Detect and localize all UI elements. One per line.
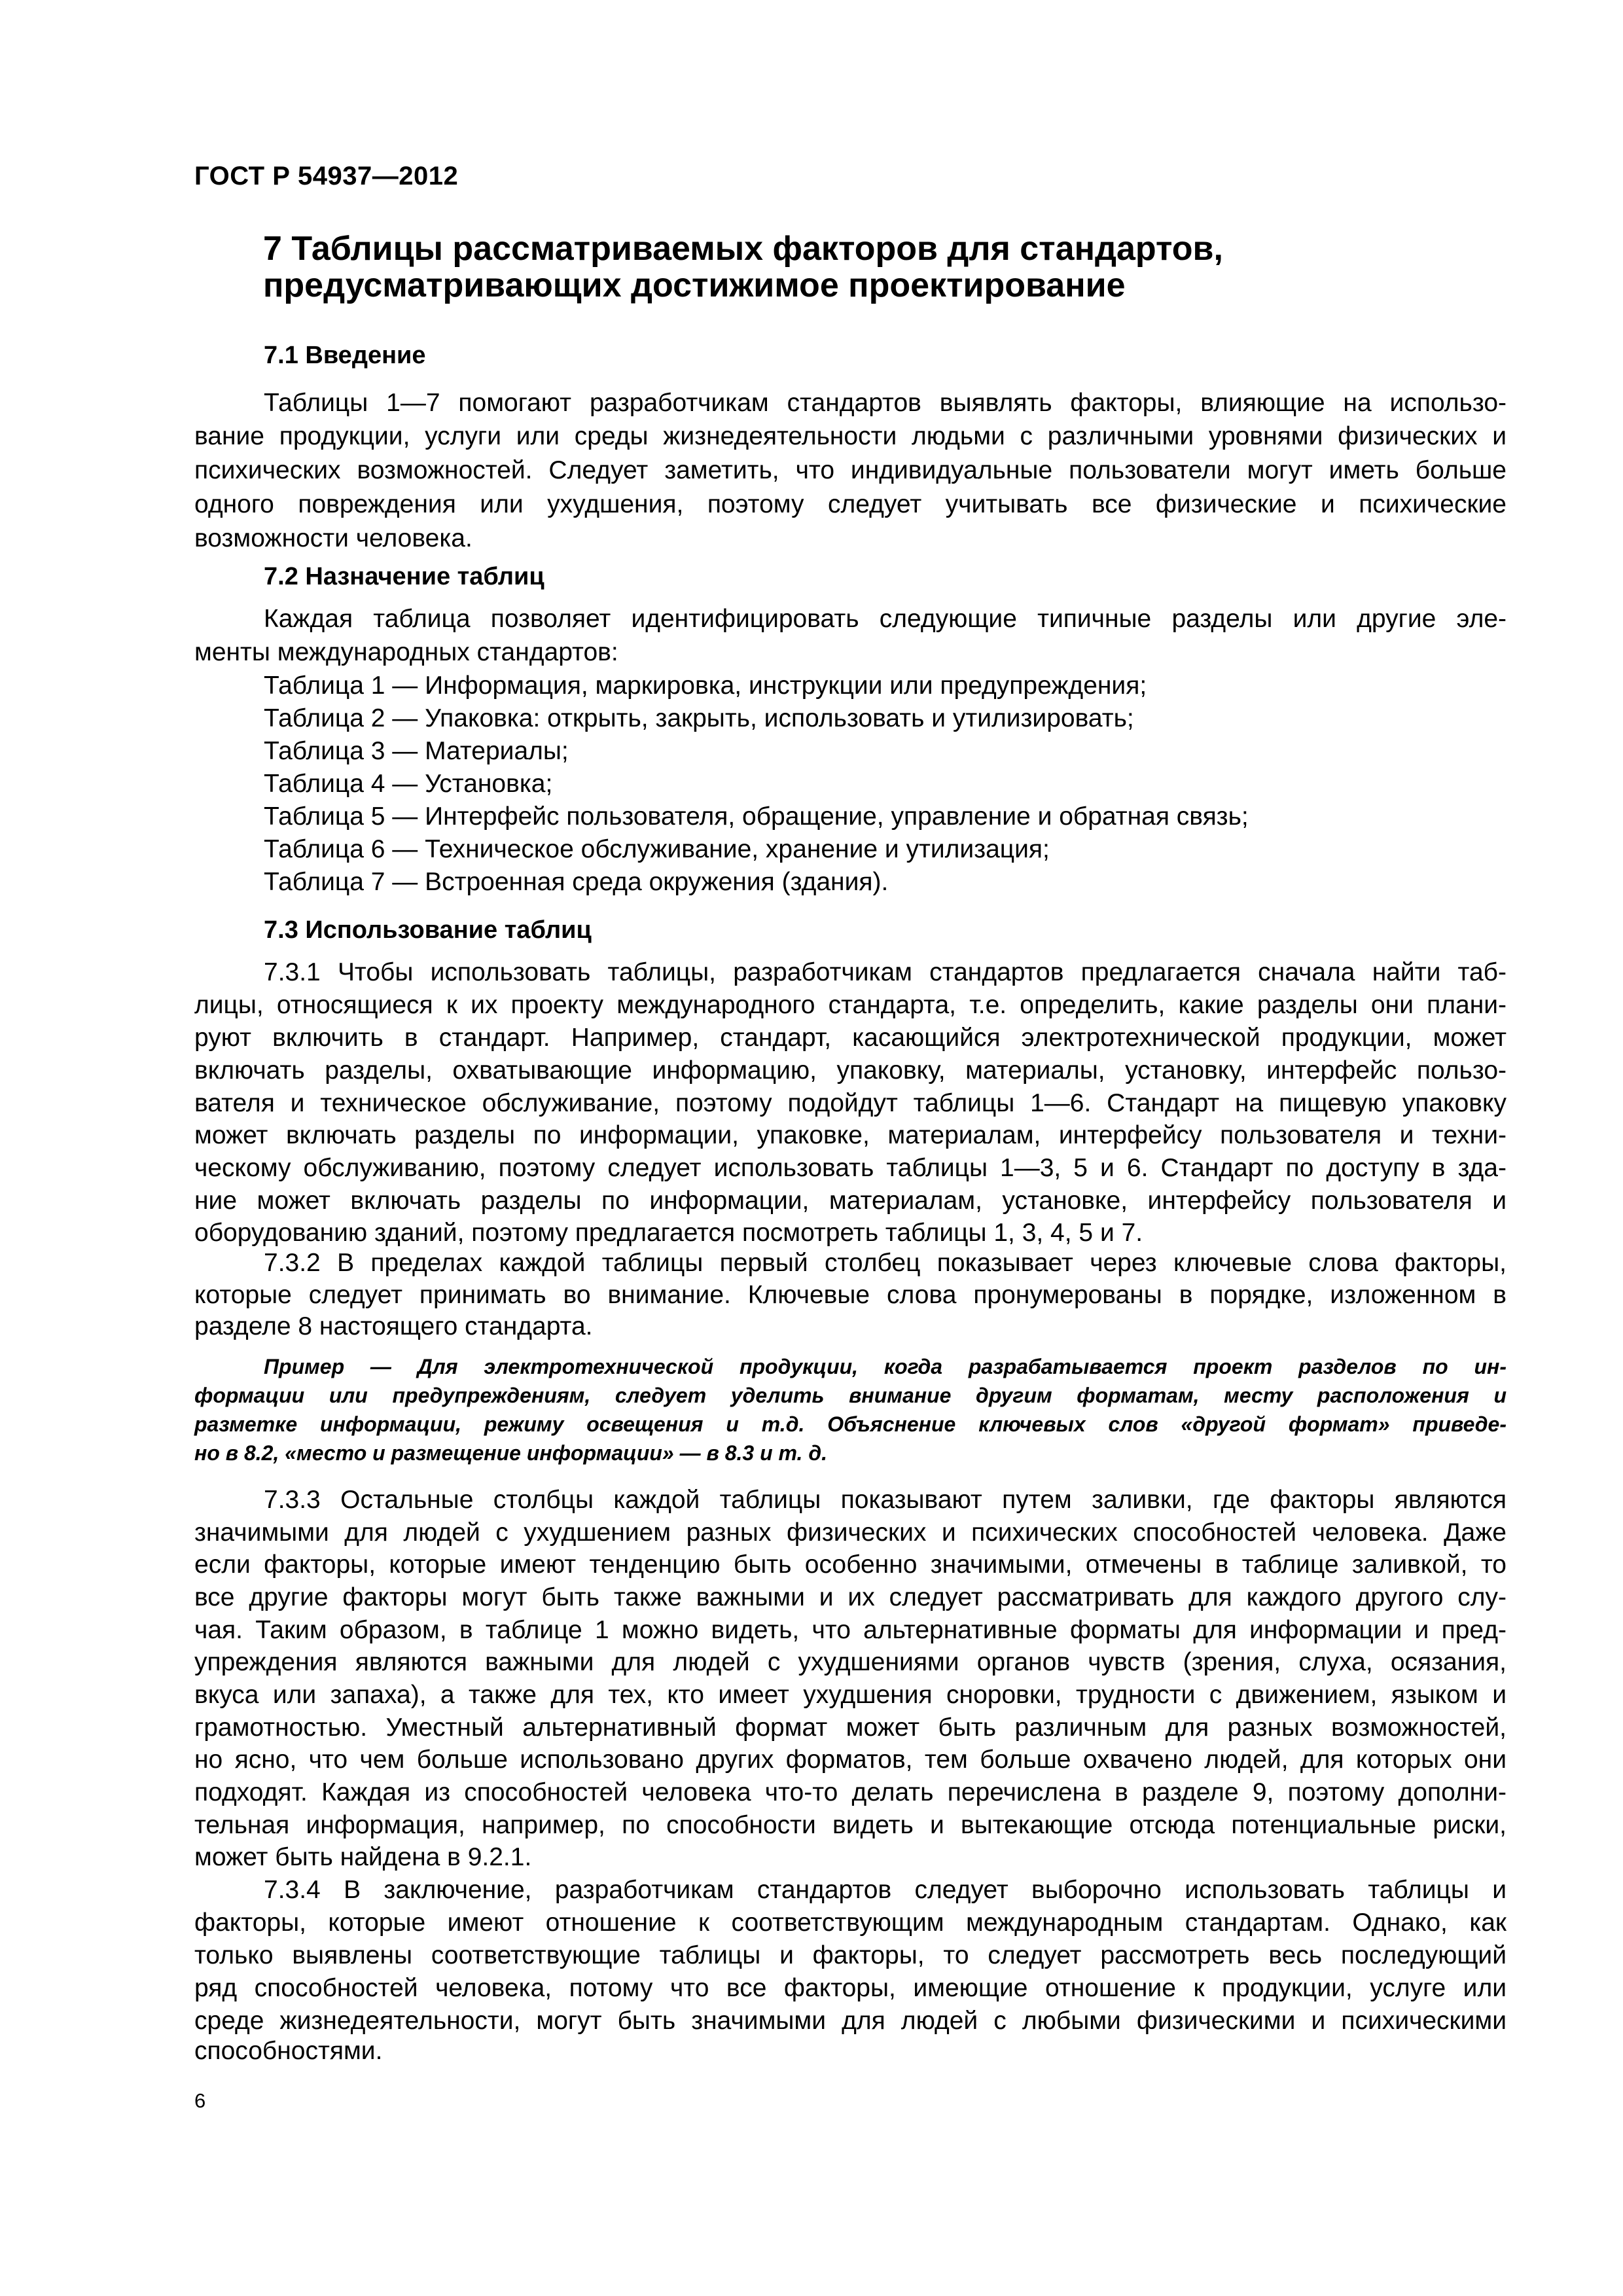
paragraph-line: которые следует принимать во внимание. Ключевые слова пронумерованы в порядке, изложенном в (194, 1281, 1507, 1309)
paragraph-line: ряд способностей человека, потому что все факторы, имеющие отношение к продукции, услуге или (194, 1974, 1507, 2002)
paragraph-line: но ясно, что чем больше использовано других форматов, тем больше охвачено людей, для которых они (194, 1746, 1507, 1774)
paragraph-line: вкуса или запаха), а также для тех, кто имеет ухудшения сноровки, трудности с движением, языком и (194, 1681, 1507, 1709)
paragraph-line: факторы, которые имеют отношение к соответствующим международным стандартам. Однако, как (194, 1909, 1507, 1937)
paragraph-line: возможности человека. (194, 524, 473, 552)
example-note-line: Пример — Для электротехнической продукции, когда разрабатывается проект разделов по ин- (264, 1355, 1507, 1378)
paragraph-line: вание продукции, услуги или среды жизнедеятельности людьми с различными уровнями физических и (194, 422, 1507, 450)
document-code-header: ГОСТ Р 54937—2012 (194, 162, 459, 190)
paragraph-line: может быть найдена в 9.2.1. (194, 1843, 532, 1871)
paragraph-line: 7.3.3 Остальные столбцы каждой таблицы показывают путем заливки, где факторы являются (264, 1486, 1507, 1514)
example-note-line: формации или предупреждениям, следует уделить внимание другим форматам, месту расположения и (194, 1384, 1507, 1407)
paragraph-line: чая. Таким образом, в таблице 1 можно видеть, что альтернативные форматы для информации и пред- (194, 1616, 1507, 1644)
table-list-item: Таблица 6 — Техническое обслуживание, хранение и утилизация; (264, 835, 1050, 863)
subsection-heading-7-1: 7.1 Введение (264, 342, 426, 369)
table-list-item: Таблица 3 — Материалы; (264, 737, 569, 765)
table-list-item: Таблица 2 — Упаковка: открыть, закрыть, использовать и утилизировать; (264, 704, 1134, 732)
paragraph-line: способностями. (194, 2037, 383, 2065)
subsection-heading-7-3: 7.3 Использование таблиц (264, 916, 592, 944)
paragraph-line: может включать разделы по информации, упаковке, материалам, интерфейсу пользователя и техни- (194, 1121, 1507, 1149)
paragraph-line: значимыми для людей с ухудшением разных физических и психических способностей человека. Даже (194, 1518, 1507, 1547)
paragraph-line: если факторы, которые имеют тенденцию быть особенно значимыми, отмечены в таблице заливкой, то (194, 1551, 1507, 1579)
paragraph-line: 7.3.4 В заключение, разработчикам стандартов следует выборочно использовать таблицы и (264, 1876, 1507, 1904)
paragraph-line: одного повреждения или ухудшения, поэтому следует учитывать все физические и психические (194, 490, 1507, 518)
paragraph-line: включать разделы, охватывающие информацию, упаковку, материалы, установку, интерфейс пользо- (194, 1056, 1507, 1085)
section-title-line: предусматривающих достижимое проектирование (263, 266, 1126, 304)
table-list-item: Таблица 1 — Информация, маркировка, инструкции или предупреждения; (264, 672, 1147, 700)
paragraph-line: все другие факторы могут быть также важными и их следует рассматривать для каждого другого слу- (194, 1583, 1507, 1611)
paragraph-line: разделе 8 настоящего стандарта. (194, 1312, 593, 1340)
table-list-item: Таблица 7 — Встроенная среда окружения (здания). (264, 868, 889, 896)
paragraph-line: Таблицы 1—7 помогают разработчикам стандартов выявлять факторы, влияющие на использо- (264, 389, 1507, 417)
paragraph-line: 7.3.1 Чтобы использовать таблицы, разработчикам стандартов предлагается сначала найти таб- (264, 958, 1507, 986)
paragraph-line: лицы, относящиеся к их проекту международного стандарта, т.е. определить, какие разделы они плани- (194, 991, 1507, 1019)
paragraph-line: вателя и техническое обслуживание, поэтому подойдут таблицы 1—6. Стандарт на пищевую упаковку (194, 1089, 1507, 1117)
paragraph-line: среде жизнедеятельности, могут быть значимыми для людей с любыми физическими и психическими (194, 2007, 1507, 2035)
page-number: 6 (194, 2089, 206, 2112)
paragraph-line: менты международных стандартов: (194, 638, 618, 666)
paragraph-line: грамотностью. Уместный альтернативный формат может быть различным для разных возможностей, (194, 1713, 1507, 1742)
paragraph-line: психических возможностей. Следует заметить, что индивидуальные пользователи могут иметь больше (194, 456, 1507, 484)
example-note-line: но в 8.2, «место и размещение информации» — в 8.3 и т. д. (194, 1441, 827, 1465)
paragraph-line: тельная информация, например, по способности видеть и вытекающие отсюда потенциальные риски, (194, 1811, 1507, 1839)
table-list-item: Таблица 4 — Установка; (264, 770, 553, 798)
paragraph-line: ческому обслуживанию, поэтому следует использовать таблицы 1—3, 5 и 6. Стандарт по доступу в зда- (194, 1154, 1507, 1182)
paragraph-line: ние может включать разделы по информации, материалам, установке, интерфейсу пользователя и (194, 1187, 1507, 1215)
example-note-line: разметке информации, режиму освещения и т.д. Объяснение ключевых слов «другой формат» приведе- (194, 1412, 1507, 1436)
paragraph-line: подходят. Каждая из способностей человека что-то делать перечислена в разделе 9, поэтому дополни- (194, 1778, 1507, 1806)
paragraph-line: оборудованию зданий, поэтому предлагается посмотреть таблицы 1, 3, 4, 5 и 7. (194, 1219, 1143, 1247)
section-title (263, 230, 1223, 304)
paragraph-line: Каждая таблица позволяет идентифицировать следующие типичные разделы или другие эле- (264, 605, 1507, 633)
subsection-heading-7-2: 7.2 Назначение таблиц (264, 563, 544, 590)
table-list-item: Таблица 5 — Интерфейс пользователя, обращение, управление и обратная связь; (264, 802, 1249, 831)
paragraph-line: упреждения являются важными для людей с ухудшениями органов чувств (зрения, слуха, осязания, (194, 1648, 1507, 1676)
section-title-line: 7 Таблицы рассматриваемых факторов для стандартов, (263, 230, 1223, 268)
paragraph-line: только выявлены соответствующие таблицы и факторы, то следует рассмотреть весь последующий (194, 1941, 1507, 1969)
paragraph-line: руют включить в стандарт. Например, стандарт, касающийся электротехнической продукции, может (194, 1024, 1507, 1052)
paragraph-line: 7.3.2 В пределах каждой таблицы первый столбец показывает через ключевые слова факторы, (264, 1249, 1507, 1277)
